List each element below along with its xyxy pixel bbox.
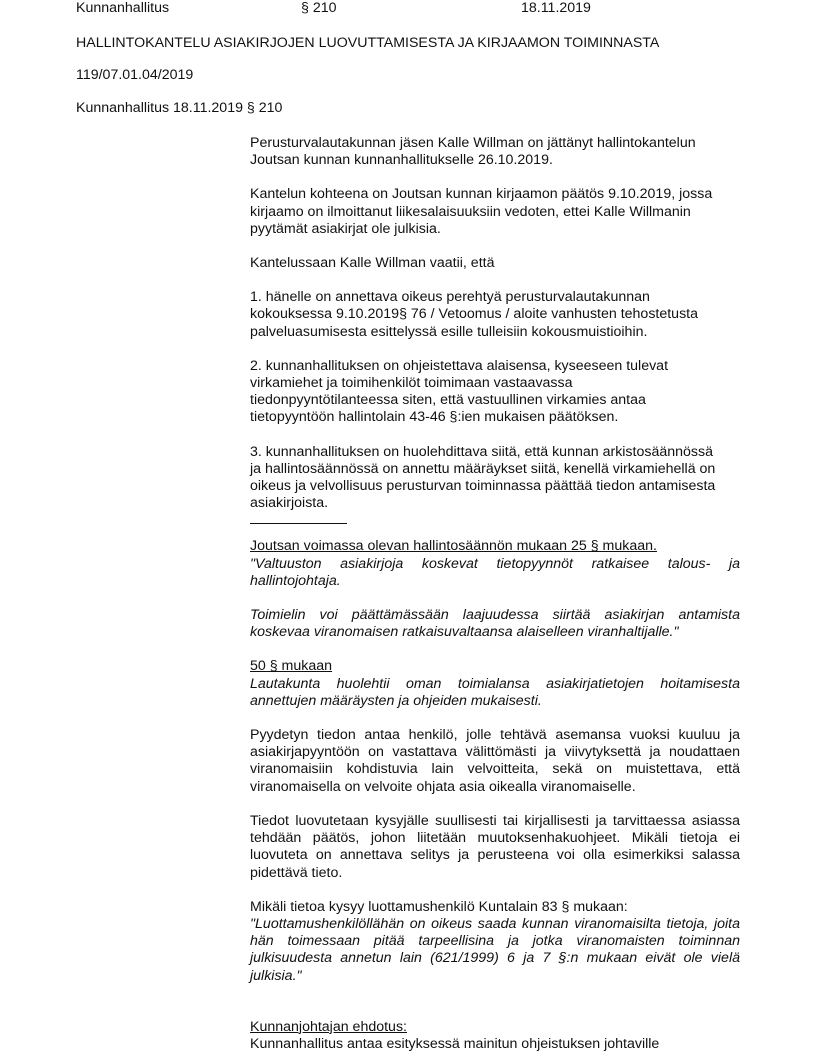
document-body: [250, 135, 740, 1053]
rule-heading: Joutsan voimassa olevan hallintosäännön mukaan 25 § mukaan.: [250, 538, 657, 555]
demands-intro: Kantelussaan Kalle Willman vaatii, että: [250, 255, 495, 272]
demand-line: tiedonpyyntötilanteessa siten, että vastuullinen virkamies antaa: [250, 392, 646, 409]
section50-quote: Lautakunta huolehtii oman toimialansa asiakirjatietojen hoitamisesta annettujen määräysten ja ohjeiden mukaisesti.: [250, 675, 740, 709]
intro-line: Joutsan kunnan kunnanhallitukselle 26.10.2019.: [250, 152, 553, 169]
requested-info-paragraph: Pyydetyn tiedon antaa henkilö, jolle tehtävä asemansa vuoksi kuuluu ja asiakirjapyyntöön on vastattava välittömästi ja viivytyksettä ja noudattaen viranomaisiin kohdistuvia lain velvoitteita, sekä on muistettava, että viranomaisella on velvoite ohjata asia oikealla viranomaiselle.: [250, 727, 740, 795]
intro-line: Perusturvalautakunnan jäsen Kalle Willman on jättänyt hallintokantelun: [250, 135, 696, 151]
rule-quote-2: Toimielin voi päättämässään laajuudessa siirtää asiakirjan antamista koskevaa viranomaisen ratkaisuvaltaansa alaiselleen viranhaltijalle.": [250, 607, 740, 641]
subject-line: pyytämät asiakirjat ole julkisia.: [250, 220, 441, 237]
demand-line: 2. kunnanhallituksen on ohjeistettava alaisensa, kyseeseen tulevat: [250, 357, 669, 374]
demand-line: 1. hänelle on annettava oikeus perehtyä perusturvalautakunnan: [250, 289, 650, 306]
subject-paragraph: [250, 186, 740, 238]
proposal-text: Kunnanhallitus antaa esityksessä mainitun ohjeistuksen johtaville: [250, 1035, 660, 1052]
demand-line: oikeus ja velvollisuus perusturvan toiminnassa päättää tiedon antamisesta: [250, 478, 716, 495]
proposal-heading: Kunnanjohtajan ehdotus:: [250, 1018, 407, 1035]
section50-heading: 50 § mukaan: [250, 658, 333, 675]
demand-item-3: [250, 444, 740, 513]
demand-line: 3. kunnanhallituksen on huolehdittava siitä, että kunnan arkistosäännössä: [250, 443, 713, 460]
trustee-intro: Mikäli tietoa kysyy luottamushenkilö Kuntalain 83 § mukaan:: [250, 898, 628, 915]
demand-line: palveluasumisesta esittelyssä esille tulleisiin kokousmuistioihin.: [250, 323, 648, 340]
rule-quote-1: "Valtuuston asiakirjoja koskevat tietopyynnöt ratkaisee talous- ja hallintojohtaja.: [250, 555, 740, 589]
intro-paragraph: [250, 135, 740, 169]
demand-line: ja hallintosäännössä on annettu määräykset siitä, kenellä virkamiehellä on: [250, 460, 716, 477]
demand-line: tietopyyntöön hallintolain 43-46 §:ien mukaisen päätöksen.: [250, 409, 619, 426]
disclosure-paragraph: Tiedot luovutetaan kysyjälle suullisesti tai kirjallisesti ja tarvittaessa asiassa tehdään päätös, johon liitetään muutoksenhakuohjeet. Mikäli tietoja ei luovuteta on annettava selitys ja perusteena voi olla esimerkiksi salassa pidettävä tieto.: [250, 812, 740, 881]
meeting-reference: Kunnanhallitus 18.11.2019 § 210: [76, 100, 283, 116]
header-date: 18.11.2019: [521, 0, 591, 16]
demand-line: asiakirjoista.: [250, 495, 329, 512]
header-body-name: Kunnanhallitus: [76, 0, 170, 16]
record-number: 119/07.01.04/2019: [76, 67, 194, 83]
separator-rule: [250, 512, 347, 524]
demand-item-1: [250, 289, 740, 341]
demand-item-2: [250, 358, 740, 427]
subject-line: Kantelun kohteena on Joutsan kunnan kirjaamon päätös 9.10.2019, jossa: [250, 186, 713, 203]
document-title: HALLINTOKANTELU ASIAKIRJOJEN LUOVUTTAMISESTA JA KIRJAAMON TOIMINNASTA: [76, 35, 660, 51]
header-section-number: § 210: [301, 0, 337, 16]
subject-line: kirjaamo on ilmoittanut liikesalaisuuksiin vedoten, ettei Kalle Willmanin: [250, 203, 691, 220]
demand-line: kokouksessa 9.10.2019§ 76 / Vetoomus / aloite vanhusten tehostetusta: [250, 306, 699, 323]
trustee-quote: "Luottamushenkilöllähän on oikeus saada kunnan viranomaisilta tietoja, joita hän toimessaan pitää tarpeellisina ja jotka viranomaisten toiminnan julkisuudesta annetun lain (621/1999) 6 ja 7 §:n mukaan eivät ole vielä julkisia.": [250, 915, 740, 984]
demand-line: virkamiehet ja toimihenkilöt toimimaan vastaavassa: [250, 375, 573, 392]
